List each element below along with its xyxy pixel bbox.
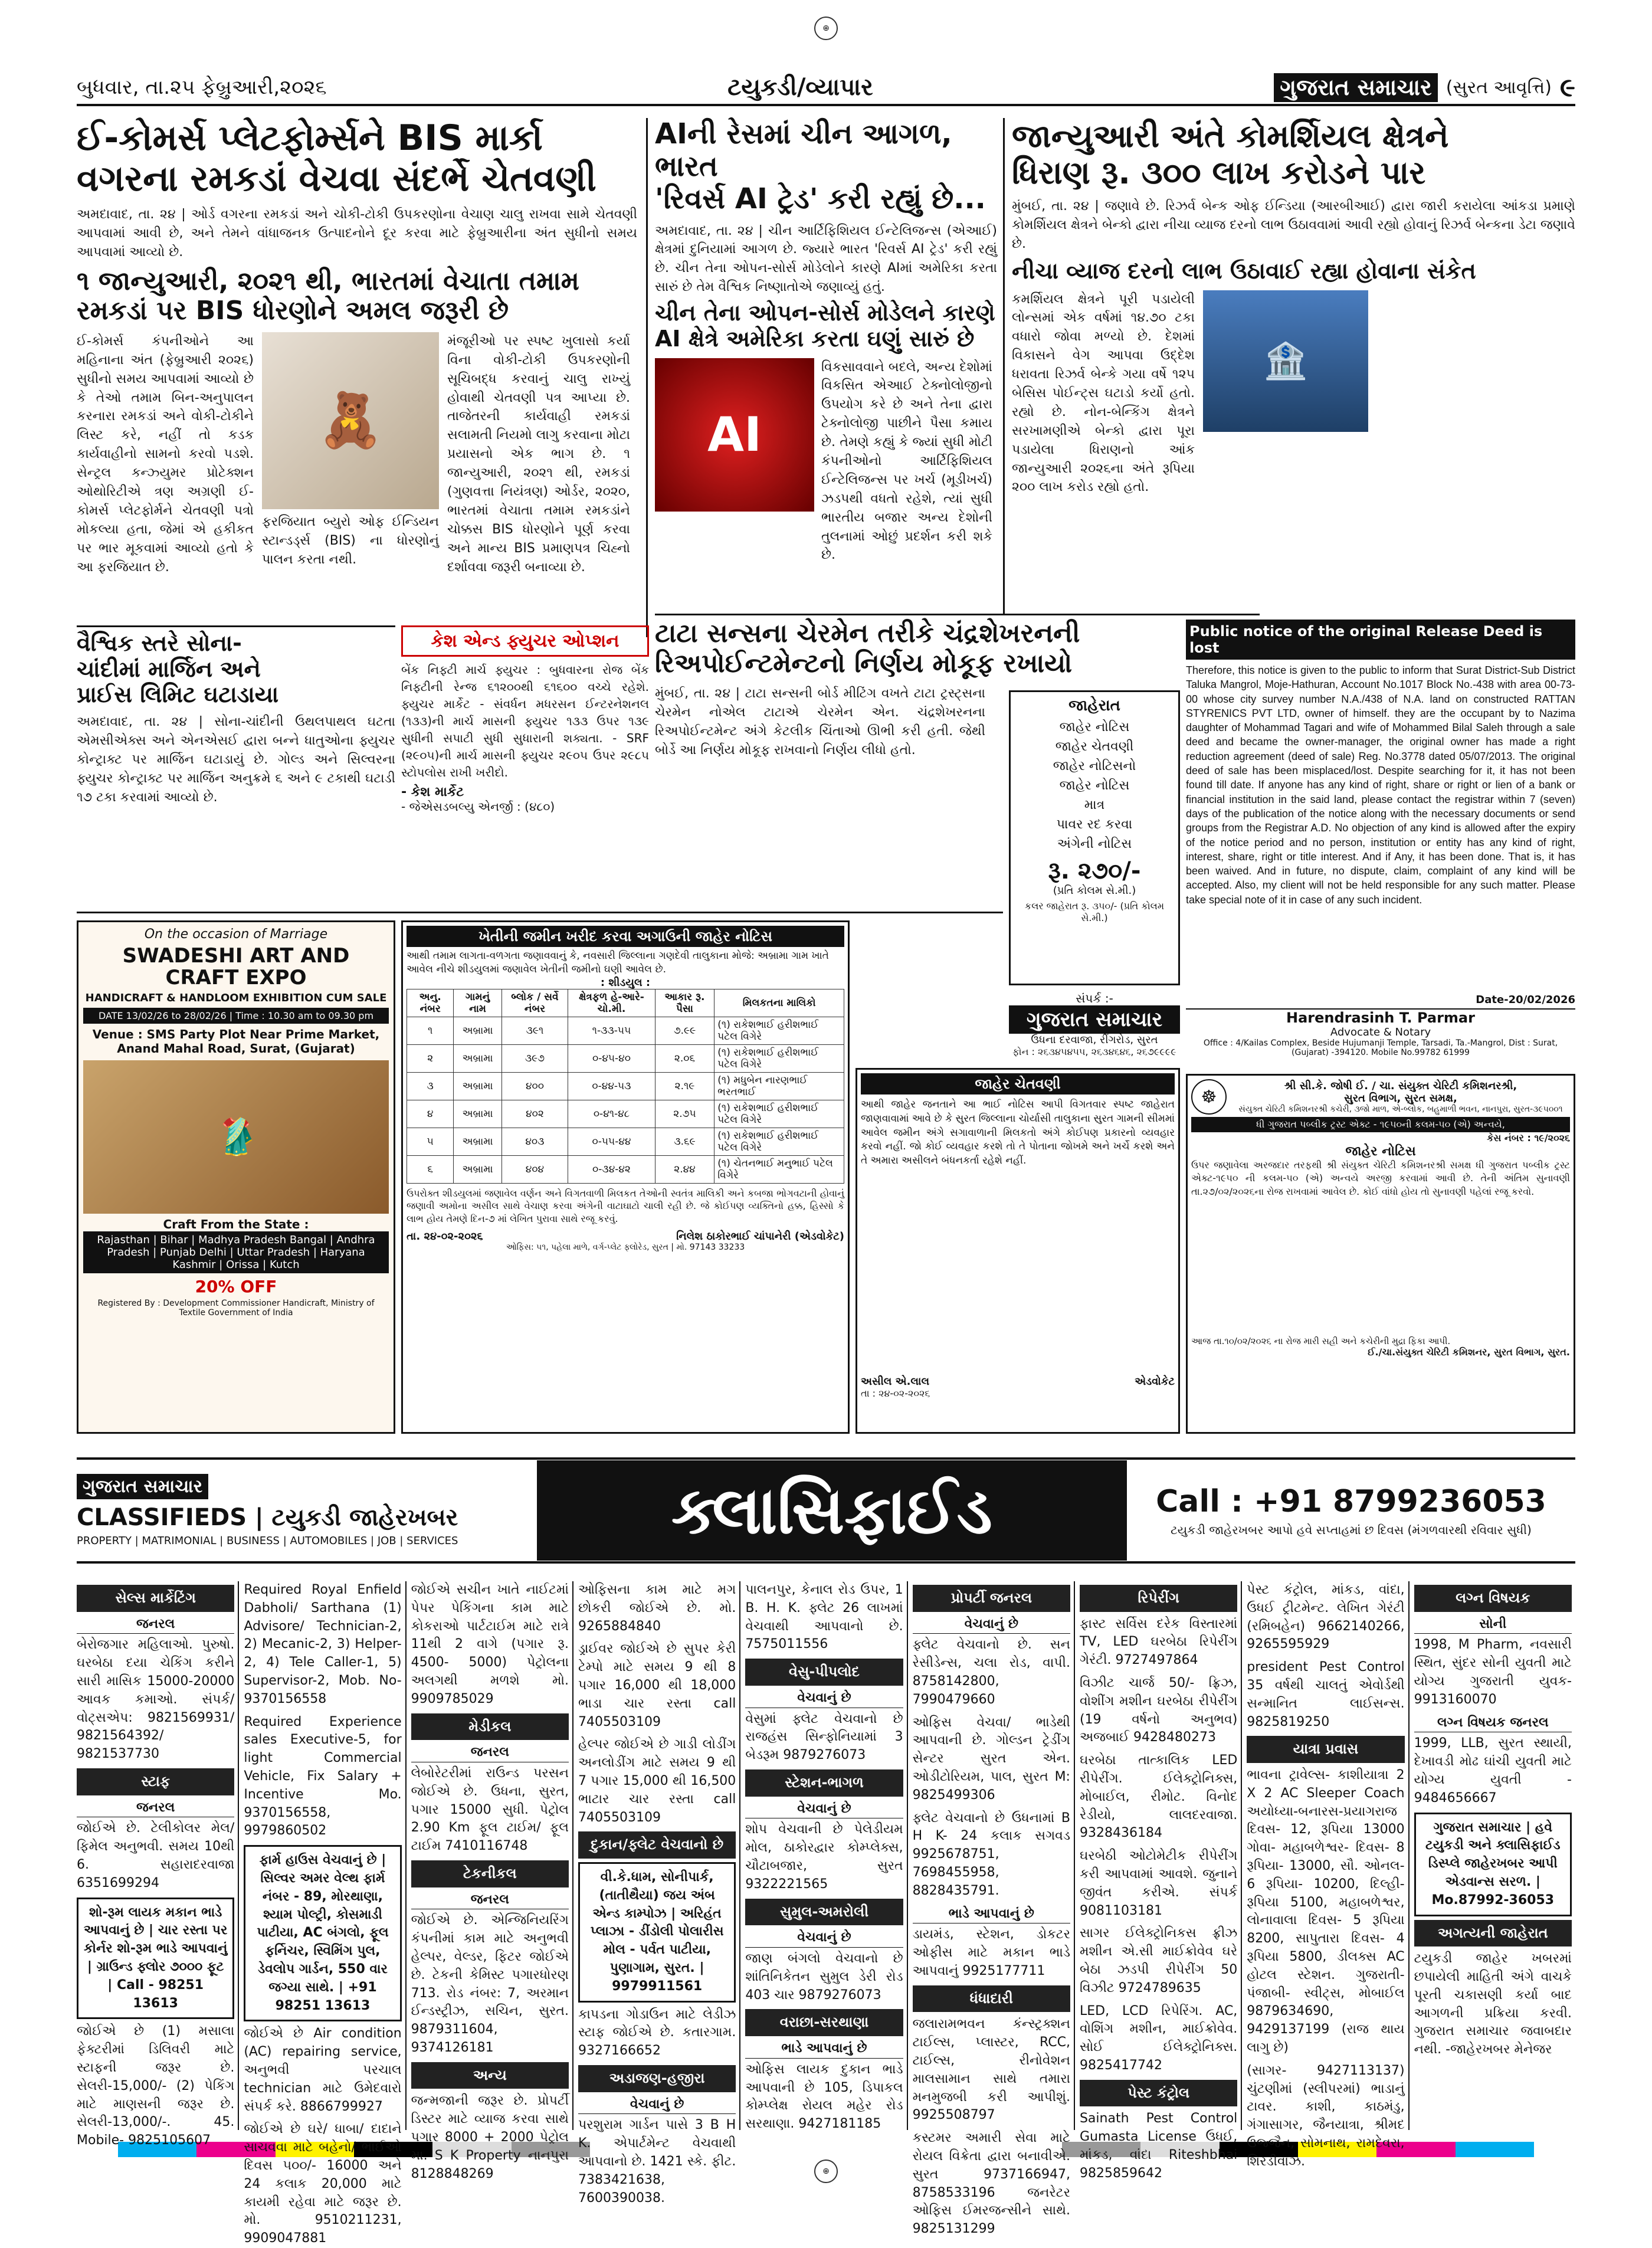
classified-listing: જોઈએ છે (1) મસાલા ફેક્ટરીમાં ડિલિવરી માટે સ્ટાફની જરૂર છે. સેલરી-15,000/- (2) પેકિંગ માટે માણસની જરૂર છે. સેલરી-13,000/-. 45. Mobile- 9825105607 <box>77 2024 235 2148</box>
category-heading: યાત્રા પ્રવાસ <box>1247 1736 1404 1763</box>
display-ad: ફાર્મ હાઉસ વેચવાનું છે | સિલ્વર અમર વેલ્થ ફાર્મ નંબર - 89, મોરથાણા, શ્યામ પોલ્ટ્રી, કોસમાડી પાટીયા, AC બંગલો, ફૂલ ફર્નિચર, સ્વિમિંગ પુલ, ડેવલોપ ગાર્ડન, 550 વાર જગ્યા સાથે. | +91 98251 13613 <box>244 1845 401 2021</box>
charity-sign: ઈ./ચા.સંયુક્ત ચેરિટી કમિશનર, સુરત વિભાગ, સુરત. <box>1368 1346 1570 1358</box>
table-cell: ૩.૬૯ <box>655 1128 714 1155</box>
table-cell: ૨.૪૪ <box>655 1155 714 1183</box>
classified-listing: હેલ્પર જોઈએ છે ગાડી લોડીંગ અનલોડીંગ માટે સમય 9 થી 7 પગાર 15,000 થી 16,500 ભાટાર ચાર રસ્તા call 7405503109 <box>578 1737 736 1825</box>
charity-case: કેસ નંબર : ૧૯/૨૦૨૬ <box>1487 1132 1570 1143</box>
futures-body: બેંક નિફ્ટી માર્ચ ફ્યુચર : બુધવારના રોજ બેંક નિફ્ટીની રેન્જ ૬૧૨૦૦થી ૬૧૬૦૦ વચ્ચે રહેશે. ફ્યુચર માર્કેટ - સંવર્ધન મધરસન ઈન્ટરનેશનલ (૧૩૩)ની માર્ચ માસની ફ્યુચર ૧૩૩ ઉપર ૧૩૯ સુધીની સપાટી સુધી સુધારાની શક્યતા. - SRF (૨૯૦૫)ની માર્ચ માસની ફ્યુચર ૨૯૦૫ ઉપર ૨૯૮૫ સ્ટોપલોસ રાખી ખરીદો. <box>401 663 649 779</box>
classifieds-column <box>411 1581 573 2181</box>
classifieds-column <box>578 1581 740 2206</box>
classified-listing: વેસુમાં ફ્લેટ વેચવાનો છે રાજહંસ સિન્ફોનિયામાં 3 બેડરૂમ 9879276073 <box>745 1711 903 1763</box>
classified-listing: ટયુકડી જાહેર ખબરમાં છપાયેલી માહિતી અંગે વાચકે પૂરતી ચકાસણી કર્યા બાદ આગળની પ્રક્રિયા કરવી. ગુજરાત સમાચાર જવાબદાર નથી. -જાહેરખબર મેનેજર <box>1414 1951 1572 2057</box>
classifieds-label: CLASSIFIEDS | ટયુકડી જાહેરખબર <box>77 1504 458 1531</box>
table-cell: ૧ <box>407 1017 454 1044</box>
story-body-right: મંજૂરીઓ પર સ્પષ્ટ ખુલાસો કર્યા વિના વોકી-ટોકી ઉપકરણોની સૂચિબદ્ધ કરવાનું ચાલુ રાખ્યું હોવાથી ચેતવણી પત્ર આપ્યા છે. તાજેતરની કાર્યવાહી રમકડાં સલામતી નિયમો લાગુ કરવાના મોટા પ્રયાસનો એક ભાગ છે. ૧ જાન્યુઆરી, ૨૦૨૧ થી, રમકડાં (ગુણવત્તા નિયંત્રણ) ઓર્ડર, ૨૦૨૦, ભારતમાં વેચાતા તમામ રમકડાંને ચોક્કસ BIS ધોરણોને પૂર્ણ કરવા અને માન્ય BIS પ્રમાણપત્ર ચિહ્નો દર્શાવવા જરૂરી બનાવ્યા છે. <box>447 333 630 575</box>
futures-column <box>401 625 649 909</box>
table-cell: અબ્રામા <box>454 1128 502 1155</box>
table-cell: (૧) રાકેશભાઈ હરીશભાઈ પટેલ વિગેરે <box>714 1128 844 1155</box>
table-cell: (૧) રાકેશભાઈ હરીશભાઈ પટેલ વિગેરે <box>714 1044 844 1072</box>
expo-ad <box>77 920 395 1434</box>
toys-photo: 🧸 <box>262 332 439 509</box>
display-ad: વી.કે.ધામ, સોનીપાર્ક, (તાતીથૈયા) જય અંબ એન્ડ કામ્પોઝ | અરિહંત પ્લાઝા - ડીંડોલી પોલારીસ મોલ - પર્વત પાટીયા, પુણાગામ, સુરત. | 9979911561 <box>578 1862 736 2003</box>
notice-date: Date-20/02/2026 <box>1476 994 1575 1006</box>
subcategory-heading: જનરલ <box>411 1891 569 1910</box>
table-cell: ૪૦૩ <box>502 1128 568 1155</box>
classified-listing: ભાવના ટ્રાવેલ્સ- કાશીયાત્રા 2 X 2 AC Sleeper Coach અયોધ્યા-બનારસ-પ્રયાગરાજ દિવસ- 12, રૂપિયા 13000 ગોવા- મહાબળેશ્વર- દિવસ- 8 રૂપિયા- 13000, સૌ. ઓનલ- 6 રૂપિયા- 10200, દિલ્હી- રૂપિયા 5100, મહાબળેશ્વર, લોનાવાલા દિવસ- 5 રૂપિયા 8200, સાપુતારા દિવસ- 4 રૂપિયા 5800, ડીલક્સ AC હોટલ સ્ટેશન. ગુજરાતી- પંજાબી- સ્વીટ્સ, મોબાઈલ 9879634690, 9429137199 (રાજ થાય લાગુ છે) <box>1247 1767 1405 2055</box>
classified-listing: ફ્લેટ વેચવાનો છે. સન રેસીડેન્સ, ચલા રોડ, વાપી. 8758142800, 7990479660 <box>912 1637 1070 1707</box>
subcategory-heading: જનરલ <box>77 1799 234 1818</box>
col-header: ગામનું નામ <box>454 989 502 1017</box>
headline-line-2: રિઅપોઈન્ટમેન્ટનો નિર્ણય મોકૂફ રખાયો <box>655 648 1073 679</box>
warning-body: આથી જાહેર જનતાને આ ભાઈ નોટિસ આપી વિગતવાર સ્પષ્ટ જાહેરાત જાણવાવામાં આવે છે કે સુરત જિલ્લાના ચોર્યાસી તાલુકાના સુરત ગામની સીમમાં આવેલ જમીન અંગે સગાવાળાની મિલકતો અંગે કોઈપણ પ્રકારનો વ્યવહાર કરવો નહીં. જો કોઈ વ્યવહાર કરશે તો તે પોતાના જોખમે અને ખર્ચે કરશે અને તે અમારા અસીલને બંધનકર્તા રહેશે નહીં. <box>861 1099 1175 1167</box>
land-schedule-table <box>407 989 844 1184</box>
category-heading: સ્ટાફ <box>77 1768 234 1795</box>
states-list: Rajasthan | Bihar | Madhya Pradesh Bangal | Andhra Pradesh | Punjab Delhi | Uttar Pradesh | Haryana Kashmir | Orissa | Kutch <box>83 1231 389 1273</box>
col-header: મિલકતના માલિકો <box>714 989 844 1017</box>
charity-title: જાહેર નોટિસ <box>1345 1144 1416 1159</box>
subcategory-heading: વેચવાનું છે <box>745 1800 903 1819</box>
table-row <box>407 1044 844 1072</box>
registration-mark-bottom: ⊕ <box>814 2159 838 2183</box>
category-heading: ટેકનીકલ <box>411 1860 569 1887</box>
notice-ad-title: જાહેરાત <box>1068 697 1120 715</box>
table-cell: ૫ <box>407 1128 454 1155</box>
headline-line-2: 'રિવર્સ AI ટ્રેડ' કરી રહ્યું છે... <box>655 182 986 216</box>
warning-sign-1: અસીલ એ.લાલ <box>861 1375 930 1388</box>
subcategory-heading: વેચવાનું છે <box>745 1929 903 1948</box>
discount-badge: 20% OFF <box>195 1276 277 1296</box>
land-notice-advocate: નિલેશ ઠાકોરભાઈ ચાંપાનેરી (એડવોકેટ) <box>676 1230 844 1243</box>
subcategory-heading: ભાડે આપવાનું છે <box>745 2040 903 2059</box>
table-cell: ૦-૪૫-૪૦ <box>568 1044 655 1072</box>
classified-listing: જોઈએ સચીન ખાતે નાઈટમાં પેપર પેકિંગના કામ માટે કોકરાઓ પાર્ટટાઈમ માટે રાત્રે 11થી 2 વાગે (પગાર રૂ. 4500- 5000) પેટ્રોલના અલગથી મળશે મો. 9909785029 <box>411 1582 569 1706</box>
contact-head: સંપર્ક :- <box>1076 991 1113 1005</box>
classified-listing: Sainath Pest Control Gumasta License ઉધઈ, માંકડ, વાંદા Riteshbhai 9825859642 <box>1079 2111 1238 2181</box>
story-ecommerce <box>77 118 637 637</box>
advocate-role: Advocate & Notary <box>1330 1026 1431 1038</box>
classifieds-column <box>1079 1581 1242 2181</box>
category-heading: વરાછા-સરથાણા <box>745 2009 903 2036</box>
land-notice-intro: આથી તમામ લાગતા-વળગતા જણાવવાનું કે, નવસારી જિલ્લાના ગણદેવી તાલુકાના મોજે: અબ્રામા ગામ ખાતે આવેલ નીચે શીડયુલમાં જણાવેલ ખેતીની જમીનો ઘણી આવેલ છે. <box>407 950 829 975</box>
notice-item: પાવર રદ કરવા <box>1056 817 1133 832</box>
section-title: ટયુકડી/વ્યાપાર <box>727 74 873 101</box>
table-cell: અબ્રામા <box>454 1155 502 1183</box>
classified-listing: જલારામભવન કંન્સ્ટ્રક્શન ટાઈલ્સ, પ્લાસ્ટર, RCC, ટાઈલ્સ, રીનોવેશન માલસામાન સાથે તમારા મનમુજબી કરી આપીશું. 9925508797 <box>912 2017 1070 2123</box>
table-cell: અબ્રામા <box>454 1072 502 1100</box>
classified-listing: લેબોરેટરીમાં રાઉન્ડ પરસન જોઈએ છે. ઉધના, સુરત, પગાર 15000 સુધી. પેટ્રોલ 2.90 Km ફૂલ ટાઈમ/ ફૂલ ટાઈમ 7410116748 <box>411 1765 569 1854</box>
expo-dates: DATE 13/02/26 to 28/02/26 | Time : 10.30 am to 09.30 pm <box>83 1008 389 1024</box>
headline-line-1: AIની રેસમાં ચીન આગળ, ભારત <box>655 117 952 183</box>
headline-line-1: વૈશ્વિક સ્તરે સોના- <box>77 630 242 656</box>
notice-title: Public notice of the original Release Deed is lost <box>1186 620 1575 660</box>
table-cell: ૪૦૨ <box>502 1100 568 1128</box>
classified-listing: જન્મજાની જરૂર છે. પ્રોપર્ટી ડિસ્ટર માટે વ્યાજ કરવા સાથે પગાર 8000 + 2000 પેટ્રોલ મા. S K Property નાનપુરા 8128848269 <box>411 2093 569 2181</box>
classifieds-categories: PROPERTY | MATRIMONIAL | BUSINESS | AUTOMOBILES | JOB | SERVICES <box>77 1535 458 1547</box>
expo-title: SWADESHI ART AND CRAFT EXPO <box>122 944 350 990</box>
table-cell: ૬ <box>407 1155 454 1183</box>
table-cell: ૧-૩૩-૫૫ <box>568 1017 655 1044</box>
table-cell: ૪ <box>407 1100 454 1128</box>
classified-listing: ઓફિસના કામ માટે મગ છોકરી જોઈએ છે. મો. 9265884840 <box>578 1582 736 1634</box>
classifieds-column <box>1247 1581 1409 2169</box>
category-heading: સ્ટેશન-ભાગળ <box>745 1769 903 1797</box>
story-body: વિકસાવવાને બદલે, અન્ય દેશોમાં વિકસિત એઆઈ ટેક્નોલોજીનો ઉપયોગ કરે છે અને તેના દ્વારા ટેક્નોલોજી પાછીને પૈસા કમાય છે. તેમણે કહ્યું કે જ્યાં સુધી મોટી કંપનીઓનો આર્ટિફિશિયલ ઈન્ટેલિજન્સ પર ખર્ચ (મૂડીખર્ચ) ઝડપથી વધતો રહેશે, ત્યાં સુધી ભારતીય બજાર અન્ય દેશોની તુલનામાં ઓછું પ્રદર્શન કરી શકે છે. <box>821 359 992 563</box>
color-note: કલર જાહેરાત રૂ. ૩૫૦/- (પ્રતિ કોલમ સે.મી.) <box>1024 900 1165 923</box>
story-gold-silver <box>77 625 395 909</box>
classified-listing: ફ્લેટ વેચવાનો છે ઉધનામાં B H K- 24 કલાક સગવડ 9925678751, 7698455958, 8828435791. <box>912 1810 1070 1898</box>
states-head: Craft From the State : <box>163 1217 309 1231</box>
table-cell: અબ્રામા <box>454 1017 502 1044</box>
expo-photo: 🥻 <box>83 1060 389 1214</box>
schedule-label: : શીડયુલ : <box>600 976 651 989</box>
subcategory-heading: વેચવાનું છે <box>745 1689 903 1708</box>
display-ad: શો-રૂમ લાયક મકાન ભાડે આપવાનું છે | ચાર રસ્તા પર કોર્નર શો-રૂમ ભાડે આપવાનું | ગ્રાઉન્ડ ફ્લોર ૭૦૦૦ ફૂટ | Call - 98251 13613 <box>77 1898 234 2020</box>
notice-item: જાહેર ચેતવણી <box>1055 739 1134 754</box>
table-cell: ૦-૪૧-૪૮ <box>568 1100 655 1128</box>
land-notice-date: તા. ૨૪-૦૨-૨૦૨૬ <box>407 1230 483 1243</box>
classified-listing: શોપ વેચવાની છે પેલેડીયમ મોલ, ઠાકોરદ્વાર કોમ્પ્લેક્સ, ચૌટાબજાર, સુરત 9322221565 <box>745 1822 903 1892</box>
energy-line: - જેએસડબલ્યુ એનર્જી : (૪૮૦) <box>401 799 555 814</box>
classified-listing: ડાયમંડ, સ્ટેશન, ડોકટર ઓફીસ માટે મકાન ભાડે આપવાનું 9925177711 <box>912 1927 1070 1978</box>
classified-listing: 1998, M Pharm, નવસારી સ્થિત, સુંદર સોની યુવતી માટે યોગ્ય ગુજરાતી યુવક- 9913160070 <box>1414 1637 1572 1707</box>
table-cell: ૦-૫૫-૪૪ <box>568 1128 655 1155</box>
subcategory-heading: જનરલ <box>77 1615 234 1634</box>
classifieds-column <box>244 1581 406 2246</box>
table-row <box>407 1100 844 1128</box>
table-cell: ૪૦૪ <box>502 1155 568 1183</box>
notice-item: જાહેર નોટિસ <box>1059 720 1130 735</box>
story-intro: અમદાવાદ, તા. ૨૪ | ચીન આર્ટિફિશિયલ ઈન્ટેલિજન્સ (એઆઈ) ક્ષેત્રમાં દુનિયામાં આગળ છે. જ્યારે ભારત 'રિવર્સ AI ટ્રેડ' કરી રહ્યું છે. ચીન તેના ઓપન-સોર્સ મોડેલોને કારણે AIમાં અમેરિકા કરતા સારું છે તેમ વૈશ્વિક નિષ્ણાતોએ જણાવ્યું હતું. <box>655 223 997 295</box>
category-heading: અડાજણ-હજીરા <box>578 2065 736 2092</box>
notice-body: Therefore, this notice is given to the public to inform that Surat District-Sub District Taluka Mangrol, Moje-Hathuran, Account No.1017 Block No.-438 with area 00-73-00 whose city survey number N.A./438 of N.A. land on constructed RATTAN STYRENICS PVT LTD, owner of himself. they are the occupant by to Nazima daughter of Mohammad Tagari and wife of Mohammed Bilal Saleh through a sale deed and became the owner-manager, the original owner has made a right reduction agreement (deed of sale) Reg. No.3778 dated 05/07/2013. The original deed of sale has been misplaced/lost. Despite searching for it, it has not been found till date. If anyone has any kind of right, share or right or lien of a bank or financial institution in the said land, please contact the registrar within 7 (seven) days of the publication of the notice along with the necessary documents or send groups from the Registrar A.D. No objection of any kind is allowed after the expiry of the notice period and no person, institution or entity has any kind of right, interest, share, right or title interest. And if Any, it has been done. That is, it has been waived. And in future, no dispute, claim, complaint of any kind will be accepted. Also, my client will not be held responsible for any such matter. Please take special note of it in case of any such incident. <box>1186 664 1575 906</box>
headline-line-2: ચાંદીમાં માર્જિન અને <box>77 656 261 682</box>
classifieds-grid <box>77 1581 1575 2246</box>
contact-brand: ગુજરાત સમાચાર <box>1009 1005 1180 1034</box>
story-commercial-credit <box>1012 118 1575 614</box>
charity-head-3: સંયુક્ત ચેરિટી કમિશનરશ્રી કચેરી, ૩જો માળ, એ-બ્લોક, બહુમાળી ભવન, નાનપુરા, સુરત-૩૯૫૦૦૧ <box>1238 1105 1563 1114</box>
brand-name: ગુજરાત સમાચાર <box>1274 73 1437 102</box>
classifieds-column <box>745 1581 907 2130</box>
category-heading: વેસુ-પીપલોદ <box>745 1659 903 1686</box>
notice-contact <box>1009 991 1180 1058</box>
classified-listing: પાલનપુર, કેનાલ રોડ ઉપર, 1 B. H. K. ફ્લેટ 26 લાખમાં વેચવાથી આપવાનો છે. 7575011556 <box>745 1582 903 1652</box>
futures-box-title: કેશ એન્ડ ફ્યુચર ઓપ્શન <box>401 625 649 657</box>
category-heading: અન્ય <box>411 2062 569 2089</box>
page-number: ૯ <box>1559 72 1575 103</box>
headline-line-1: જાન્યુઆરી અંતે કોમર્શિયલ ક્ષેત્રને <box>1012 117 1449 155</box>
classifieds-column <box>1414 1581 1575 2130</box>
table-cell: ૩ <box>407 1072 454 1100</box>
subhead-line-2: AI ક્ષેત્રે અમેરિકા કરતા ઘણું સારું છે <box>655 325 975 352</box>
classified-listing: કસ્ટમર અમારી સેવા માટે રોયલ વિક્રેતા દ્વારા બનાવીએ. સુરત 9737166947, 8758533196 જનરેટર ઓફિસ ઈમરજન્સીને સાથે. 9825131299 <box>912 2131 1070 2237</box>
land-notice-title: ખેતીની જમીન ખરીદ કરવા અગાઉની જાહેર નોટિસ <box>407 926 844 947</box>
notice-rate-ad <box>1009 690 1180 985</box>
story-body: મુંબઈ, તા. ૨૪ | ટાટા સન્સની બોર્ડ મીટિંગ વખતે ટાટા ટ્રસ્ટ્સના ચેરમેન નોએલ ટાટાએ ચેરમેન એન. ચંદ્રશેખરનના રિઅપોઈન્ટમેન્ટ અંગે કેટલીક ચિંતાઓ ઊભી કરી હતી. જેથી બોર્ડે આ નિર્ણય મોકૂફ રાખવાનો નિર્ણય લીધો હતો. <box>655 686 985 758</box>
contact-phone: ફોન : ૨૬૩૪૫૪૫૫, ૨૬૩૪૬૪૬, ૨૬૭૯૯૯૯ <box>1012 1046 1176 1057</box>
table-cell: ૦-૪૪-૫૩ <box>568 1072 655 1100</box>
subcategory-heading: લગ્ન વિષયક જનરલ <box>1414 1714 1572 1733</box>
expo-occasion: On the occasion of Marriage <box>144 927 328 942</box>
col-header: અનુ. નંબર <box>407 989 454 1017</box>
notice-item: જાહેર નોટિસ <box>1059 778 1130 793</box>
classified-listing: president Pest Control 35 વર્ષથી ચાલતું એવોર્ડથી સન્માનિત લાઈસન્સ. 9825819250 <box>1247 1660 1405 1729</box>
classified-listing: Required Experience sales Executive-5, for light Commercial Vehicle, Fix Salary + Incentive Mo. 9370156558, 9979860502 <box>244 1714 402 1839</box>
headline-line-2: ધિરાણ રૂ. ૩૦૦ લાખ કરોડને પાર <box>1012 154 1426 192</box>
headline-line-3: પ્રાઈસ લિમિટ ઘટાડાયા <box>77 681 279 708</box>
table-cell: અબ્રામા <box>454 1100 502 1128</box>
warning-title: જાહેર ચેતવણી <box>861 1073 1175 1094</box>
notice-item: માત્ર <box>1084 798 1105 812</box>
classified-listing: કાપડના ગોડાઉન માટે લેડીઝ સ્ટાફ જોઈએ છે. કતારગામ. 9327166652 <box>578 2007 736 2059</box>
masthead <box>1274 73 1575 103</box>
table-row <box>407 1128 844 1155</box>
headline-line-1: ટાટા સન્સના ચેરમેન તરીકે ચંદ્રશેખરનની <box>655 618 1080 648</box>
subhead: નીચા વ્યાજ દરનો લાભ ઉઠાવાઈ રહ્યા હોવાના સંકેત <box>1012 257 1476 284</box>
column-divider <box>646 118 648 637</box>
expo-venue: Venue : SMS Party Plot Near Prime Market, Anand Mahal Road, Surat, (Gujarat) <box>92 1027 380 1056</box>
classified-listing: બેરોજગાર મહિલાઓ. પુરુષો. ઘરબેઠા દયા ચેકિંગ કરીને સારી માસિક 15000-20000 આવક કમાઓ. સંપર્ક/ વોટ્સએપ: 9821569931/ 9821564392/ 9821537730 <box>77 1637 235 1762</box>
release-deed-notice <box>1186 620 1575 1068</box>
story-intro: અમદાવાદ, તા. ૨૪ | ઓર્ડ વગરના રમકડાં અને ચોકી-ટોકી ઉપકરણોના વેચાણ ચાલુ રાખવા સામે ચેતવણી આપવામાં આવી છે, અને તેમને વાંધાજનક ઉત્પાદનોને દૂર કરવા માટે ફેબ્રુઆરીના અંત સુધીનો સમય આપવામાં આવ્યો છે. <box>77 207 637 260</box>
table-cell: ૭.૯૯ <box>655 1017 714 1044</box>
table-row <box>407 1155 844 1183</box>
land-notice <box>401 920 850 1434</box>
classified-listing: પેસ્ટ કંટ્રોલ, માંકડ, વાંદા, ઉધઈ ટ્રીટમેન્ટ. લેખિત ગેરંટી (રમિબહેન) 9662140266, 9265595929 <box>1247 1582 1405 1652</box>
col-header: આકાર રૂ. પૈસા <box>655 989 714 1017</box>
classified-listing: ઓફિસ લાયક દુકાન ભાડે આપવાની છે 105, ડિપાકલ કોમ્પ્લેક્ષ રોયલ મહેર રોડ સરથાણા. 9427181185 <box>745 2062 903 2132</box>
bank-illustration: 🏦 <box>1203 290 1368 432</box>
category-heading: ધંધાદારી <box>913 1985 1070 2013</box>
table-cell: (૧) રાકેશભાઈ હરીશભાઈ પટેલ વિગેરે <box>714 1100 844 1128</box>
classifieds-column <box>77 1581 239 2148</box>
notice-item: જાહેર નોટિસનો <box>1053 759 1136 774</box>
notice-item: અંગેની નોટિસ <box>1057 837 1132 851</box>
subcategory-heading: જનરલ <box>411 1744 569 1762</box>
classifieds-call-note: ટયુકડી જાહેરખબર આપો હવે સપ્તાહમાં છ દિવસ (મંગળવારથી રવિવાર સુધી) <box>1171 1523 1532 1537</box>
classifieds-column <box>912 1581 1075 2237</box>
table-cell: (૧) રાકેશભાઈ હરીશભાઈ પટેલ વિગેરે <box>714 1017 844 1044</box>
table-cell: ૪૦૦ <box>502 1072 568 1100</box>
cash-market-head: - કેશ માર્કેટ <box>401 785 464 799</box>
table-cell: ૦-૩૪-૪૨ <box>568 1155 655 1183</box>
classified-listing: જોઈએ છે. એન્જિનિયરિંગ કંપનીમાં કામ માટે અનુભવી હેલ્પર, વેલ્ડર, ફિટર જોઈએ છે. ટેકની કેમિસ્ટ પગારધોરણ 713. રોડ નંબર: 7, અરમાન ઈન્ડસ્ટ્રીઝ, સચિન, સુરત. 9879311604, 9374126181 <box>411 1913 569 2055</box>
table-cell: ૨ <box>407 1044 454 1072</box>
classified-listing: જોઈએ છે Air condition (AC) repairing service, અનુભવી પરચાલ technician માટે ઉમેદવારો સંપર્ક કરે. 8866799927 <box>244 2026 402 2114</box>
classified-listing: 1999, LLB, સુરત સ્થાયી, દેખાવડી મોઢ ઘાંચી યુવતી માટે યોગ્ય યુવતી - 9484656667 <box>1414 1736 1572 1805</box>
land-notice-address: ઓફિસ: ૫૧, પહેલા માળે, વર્ગ-પ્લેટ ફ્લોરેડ, સુરત | મો. 97143 33233 <box>506 1242 745 1252</box>
classified-listing: પરશુરામ ગાર્ડન પાસે 3 B H K. એપાર્ટમેન્ટ વેચવાથી આપવાનો છે. 1421 સ્કે. ફીટ. 7383421638, 7600390038. <box>578 2118 736 2206</box>
story-intro: મુંબઈ, તા. ૨૪ | જણાવે છે. રિઝર્વ બેન્ક ઓફ ઈન્ડિયા (આરબીઆઈ) દ્વારા જારી કરાયેલા આંકડા પ્રમાણે કોમર્શિયલ ક્ષેત્રને બેન્કો દ્વારા નીચા વ્યાજ દરનો લાભ ઉઠાવવામાં આવી રહ્યો હોવાનું રિઝર્વ બેન્કના ડેટા જણાવે છે. <box>1012 199 1575 251</box>
page-header <box>77 71 1575 106</box>
classified-listing: વિઝીટ ચાર્જ 50/- ફ્રિઝ, વોશીંગ મશીન ઘરબેઠા રીપેરીંગ (19 વર્ષનો અનુભવ) અજબાઈ 9428480273 <box>1079 1675 1238 1745</box>
classified-listing: ફાસ્ટ સર્વિસ દરેક વિસ્તારમાં TV, LED ઘરબેઠા રિપેરીંગ ગેરંટી. 9727497864 <box>1079 1616 1238 1668</box>
classified-listing: ઘરબેઠી ઓટોમેટીક રીપેરીંગ કરી આપવામાં આવશે. જુનાને જીવંત કરીએ. સંપર્ક 9081103181 <box>1079 1849 1238 1918</box>
category-heading: પેસ્ટ કંટ્રોલ <box>1080 2080 1237 2107</box>
charity-date: આજ તા.૧૦/૦૨/૨૦૨૬ ના રોજ મારી સહી અને કચેરીની મુદ્રા ફિકા આપી. <box>1191 1336 1451 1346</box>
headline-line-1: ઈ-કોમર્સ પ્લેટફોર્મ્સને BIS માર્કા <box>77 117 543 159</box>
classified-listing: LED, LCD રિપેરિંગ. AC, વોશિંગ મશીન, માઈક્રોવેવ. સોઈ ઈલેક્ટ્રોનિક્સ. 9825417742 <box>1079 2003 1238 2073</box>
category-heading: મેડીકલ <box>411 1713 569 1741</box>
category-heading: સેલ્સ માર્કેટિંગ <box>77 1585 234 1612</box>
subhead-line-1: ૧ જાન્યુઆરી, ૨૦૨૧ થી, ભારતમાં વેચાતા તમામ <box>77 266 579 296</box>
headline-line-2: વગરના રમકડાં વેચવા સંદર્ભે ચેતવણી <box>77 158 596 199</box>
classified-listing: Required Royal Enfield Dabholi/ Sarthana (1) Advisore/ Technician-2, 2) Mecanic-2, 3) Helper-2, 4) Tele Caller-1, 5) Supervisor-2, Mob. No-9370156558 <box>244 1582 402 1706</box>
notice-price: રૂ. ૨૭૦/- <box>1048 857 1141 884</box>
warning-date: તા : ૨૪-૦૨-૨૦૨૬ <box>861 1388 930 1399</box>
notice-ad-items <box>1015 717 1174 854</box>
classified-listing: સાગર ઈલેક્ટ્રોનિકસ ફ્રીઝ મશીન એ.સી માઈક્રોવેવ ઘરે બેઠા ઝડપી રીપેરીંગ 50 વિઝીટ 9724789635 <box>1079 1926 1238 1995</box>
classifieds-banner <box>77 1457 1575 1564</box>
photo-caption: ફરજિયાત બ્યુરો ઓફ ઈન્ડિયન સ્ટાન્ડર્ડ્સ (BIS) ના ધોરણોનું પાલન કરતા નથી. <box>262 514 439 567</box>
col-header: બ્લોક / સર્વે નંબર <box>502 989 568 1017</box>
subhead-line-1: ચીન તેના ઓપન-સોર્સ મોડેલને કારણે <box>655 300 995 326</box>
table-row <box>407 1017 844 1044</box>
table-row <box>407 1072 844 1100</box>
classified-listing: જાણ બંગલો વેચવાનો છે શાંતિનિકેતન સુમુલ ડેરી રોડ 403 ચાર 9879276073 <box>745 1951 903 2003</box>
public-warning-notice <box>856 1068 1180 1434</box>
warning-sign-2: એડવોકેટ <box>1135 1375 1175 1388</box>
charity-act: ધી ગુજરાત પબ્લીક ટ્રસ્ટ એક્ટ - ૧૯૫૦ની કલમ-૫૦ (એ) અન્વયે, <box>1191 1117 1570 1132</box>
table-cell: ૨.૧૯ <box>655 1072 714 1100</box>
section-divider <box>77 912 1003 913</box>
column-divider <box>1003 118 1005 614</box>
table-cell: ૨.૭૫ <box>655 1100 714 1128</box>
story-body-left: ઈ-કોમર્સ કંપનીઓને આ મહિનાના અંત (ફેબ્રુઆરી ૨૦૨૬) સુધીનો સમય આપવામાં આવ્યો છે કે તેઓ તમામ બિન-અનુપાલન કરનારા રમકડાં અને વોકી-ટોકીને લિસ્ટ કરે, નહીં તો કડક કાર્યવાહીનો સામનો કરવો પડશે. સેન્ટ્રલ કન્ઝ્યુમર પ્રોટેક્શન ઓથોરિટીએ ત્રણ અગ્રણી ઈ-કોમર્સ પ્લેટફોર્મને ચેતવણી પત્રો મોકલ્યા હતા, જેમાં એ હકીકત પર ભાર મૂકવામાં આવ્યો હતો કે આ ફરજિયાત છે. <box>77 333 254 575</box>
notice-price-note: (પ્રતિ કોલમ સે.મી.) <box>1053 884 1136 897</box>
category-heading: દુકાન/ફ્લેટ વેચવાનો છે <box>578 1831 736 1859</box>
advocate-name: Harendrasinh T. Parmar <box>1186 1008 1575 1026</box>
charity-head-1: શ્રી સી.કે. જોષી ઈ. / ચા. સંયુક્ત ચેરિટી કમિશનરશ્રી, <box>1284 1080 1517 1092</box>
category-heading: પ્રોપર્ટી જનરલ <box>913 1585 1070 1612</box>
charity-head-2: સુરત વિભાગ, સુરત સમક્ષ, <box>1344 1092 1457 1105</box>
subcategory-heading: સોની <box>1414 1615 1572 1634</box>
subhead-line-2: રમકડાં પર BIS ધોરણોને અમલ જરૂરી છે <box>77 296 509 326</box>
subcategory-heading: વેચવાનું છે <box>913 1615 1070 1634</box>
table-cell: ૩૯૧ <box>502 1017 568 1044</box>
emblem-icon: ☸ <box>1191 1079 1227 1115</box>
classified-listing: ડ્રાઈવર જોઈએ છે સુપર કેરી ટેમ્પો માટે સમય 9 થી 8 પગાર 16,000 થી 18,000 ભાડા ચાર રસ્તા call 7405503109 <box>578 1641 736 1729</box>
category-heading: સુમુલ-અમરોલી <box>745 1899 903 1926</box>
edition-name: (સુરત આવૃત્તિ) <box>1446 77 1552 98</box>
table-cell: (૧) મધુબેન નારણભાઈ ભરતભાઈ <box>714 1072 844 1100</box>
contact-address: ઉધના દરવાજા, રીંગરોડ, સુરત <box>1031 1034 1158 1046</box>
expo-subtitle: HANDICRAFT & HANDLOOM EXHIBITION CUM SALE <box>85 991 387 1004</box>
ai-chip-photo: AI <box>655 358 814 512</box>
subcategory-heading: વેચવાનું છે <box>578 2096 736 2115</box>
category-heading: લગ્ન વિષયક <box>1414 1585 1572 1612</box>
display-ad: ગુજરાત સમાચાર | હવે ટયુકડી અને ક્લાસિફાઈડ ડિસ્પ્લે જાહેરખબર આપી એડવાન્સ સરળ. | Mo.87992-36053 <box>1414 1813 1572 1916</box>
story-body: કમર્શિયલ ક્ષેત્રને પૂરી પડાયેલી લોન્સમાં એક વર્ષમાં ૧૪.૭૦ ટકા વધારો જોવા મળ્યો છે. દેશમાં વિકાસને વેગ આપવા ઉદ્દેશ ધરાવતા રિઝર્વ બેન્કે ગયા વર્ષે ૧૨૫ બેસિસ પોઈન્ટ્સ ઘટાડો કર્યો હતો. રહ્યો છે. નોન-બેન્કિંગ ક્ષેત્રને સરખામણીએ બેન્કો દ્વારા પૂરા પડાયેલા ધિરાણનો આંક જાન્યુઆરી ૨૦૨૬ના અંતે રૂપિયા ૨૦૦ લાખ કરોડ રહ્યો હતો. <box>1012 291 1195 495</box>
story-ai-race <box>655 118 997 614</box>
charity-body: ઉપર જણાવેલા અરજદાર તરફથી શ્રી સંયુક્ત ચેરિટી કમિશનરશ્રી સમક્ષ ધી ગુજરાત પબ્લીક ટ્રસ્ટ એક્ટ-૧૯૫૦ ની કલમ-૫૦ (એ) અન્વયે અરજી કરવામાં આવી છે. તેની અંતિમ સુનાવણી તા.૨૭/૦૨/૨૦૨૬ના રોજ રાખવામાં આવેલ છે. કોઈ વાંધો હોય તો સુનાવણી પહેલાં રજૂ કરવો. <box>1191 1159 1570 1197</box>
table-cell: ૨.૦૬ <box>655 1044 714 1072</box>
classifieds-big-title: ક્લાસિફાઈડ <box>537 1460 1127 1561</box>
classified-listing: ઘરબેઠા તાત્કાલિક LED રીપેરીંગ. ઈલેક્ટ્રોનિક્સ, મોબાઈલ, રીમોટ. વિનોદ રેડીયો, લાલદરવાજા. 9328436184 <box>1079 1753 1238 1841</box>
story-body: અમદાવાદ, તા. ૨૪ | સોના-ચાંદીની ઉથલપાથલ ઘટતા એમસીએક્સ અને એનએસઈ દ્વારા બન્ને ધાતુઓના ફ્યુચર કોન્ટ્રાક્ટ પર માર્જિન ઘટાડાયું છે. ગોલ્ડ અને સિલ્વરના ફ્યુચર કોન્ટ્રાક્ટ પર માર્જિન અનુક્રમે ૬ અને ૯ ટકાથી ઘટાડી ૧૭ ટકા કરવામાં આવ્યો છે. <box>77 715 395 805</box>
charity-commissioner-notice <box>1186 1074 1575 1434</box>
table-cell: ૩૯૭ <box>502 1044 568 1072</box>
classifieds-call: Call : +91 8799236053 <box>1156 1484 1546 1519</box>
category-heading: અગત્યની જાહેરાત <box>1414 1920 1572 1947</box>
col-header: ક્ષેત્રફળ હે-આરે-ચો.મી. <box>568 989 655 1017</box>
issue-date: બુધવાર, તા.૨૫ ફેબ્રુઆરી,૨૦૨૬ <box>77 76 327 99</box>
subcategory-heading: ભાડે આપવાનું છે <box>913 1905 1070 1924</box>
classified-listing: જોઈએ છે ઘરે/ ધાબા/ દાદાને સાચવવા માટે બહેનો/ ભાઈઓ દિવસ ૫૦૦/- 16000 અને 24 કલાક 20,000 માટે કાયમી રહેવા માટે જરૂર છે. મો. 9510211231, 9909047881 <box>244 2122 402 2246</box>
classifieds-brand: ગુજરાત સમાચાર <box>77 1474 208 1499</box>
classified-listing: (સાગર- 9427113137) ચુંટણીમાં (સ્લીપરમાં) ભાડાનું ટાવર. કાશી, કાઠમંડુ, ગંગાસાગર, જૈનયાત્રા, શ્રીમદ ઉજ્જૈન, સોમનાથ, રામદેવરા, શિરડીવાઝ. <box>1247 2063 1405 2169</box>
classified-listing: ઓફિસ વેચવા/ ભાડેથી આપવાની છે. ગોલ્ડન ટ્રેડીંગ સેન્ટર સુરત એન. ઓડીટોરિયમ, પાલ, સુરત M: 9825499306 <box>912 1715 1070 1803</box>
table-cell: (૧) ચેતનભાઈ મનુભાઈ પટેલ વિગેરે <box>714 1155 844 1183</box>
advocate-office: Office : 4/Kailas Complex, Beside Hujumanji Temple, Tarsadi, Ta.-Mangrol, Dist : Surat, (Gujarat) -394120. Mobile No.99782 61999 <box>1203 1038 1558 1057</box>
classified-listing: જોઈએ છે. ટેલીકોલર મેલ/ફિમેલ અનુભવી. સમય 10થી 6. સહારાદરવાજા 6351699294 <box>77 1821 235 1890</box>
table-cell: અબ્રામા <box>454 1044 502 1072</box>
category-heading: રિપેરીંગ <box>1080 1585 1237 1612</box>
registration-mark-top: ⊕ <box>814 17 838 40</box>
land-notice-body: ઉપરોક્ત શીડયુલમાં જણાવેલ વર્ણન અને વિગતવાળી મિલકત તેઓની સ્વતંત્ર માલિકી અને કબજા ભોગવટાની હોવાનું જણાવી અમોના અસીલ સાથે વેચાણ કરવા અંગેની વાટાઘાટો ચાલી રહી છે. જે કોઈપણ વ્યક્તિનો હક્ક, હિસ્સો કે લાભ હોય તેમણે દિન-૭ માં લેખિત પુરાવા સાથે રજૂ કરવું. <box>407 1187 844 1225</box>
expo-registered: Registered By : Development Commissioner Handicraft, Ministry of Textile Government of India <box>97 1298 375 1318</box>
